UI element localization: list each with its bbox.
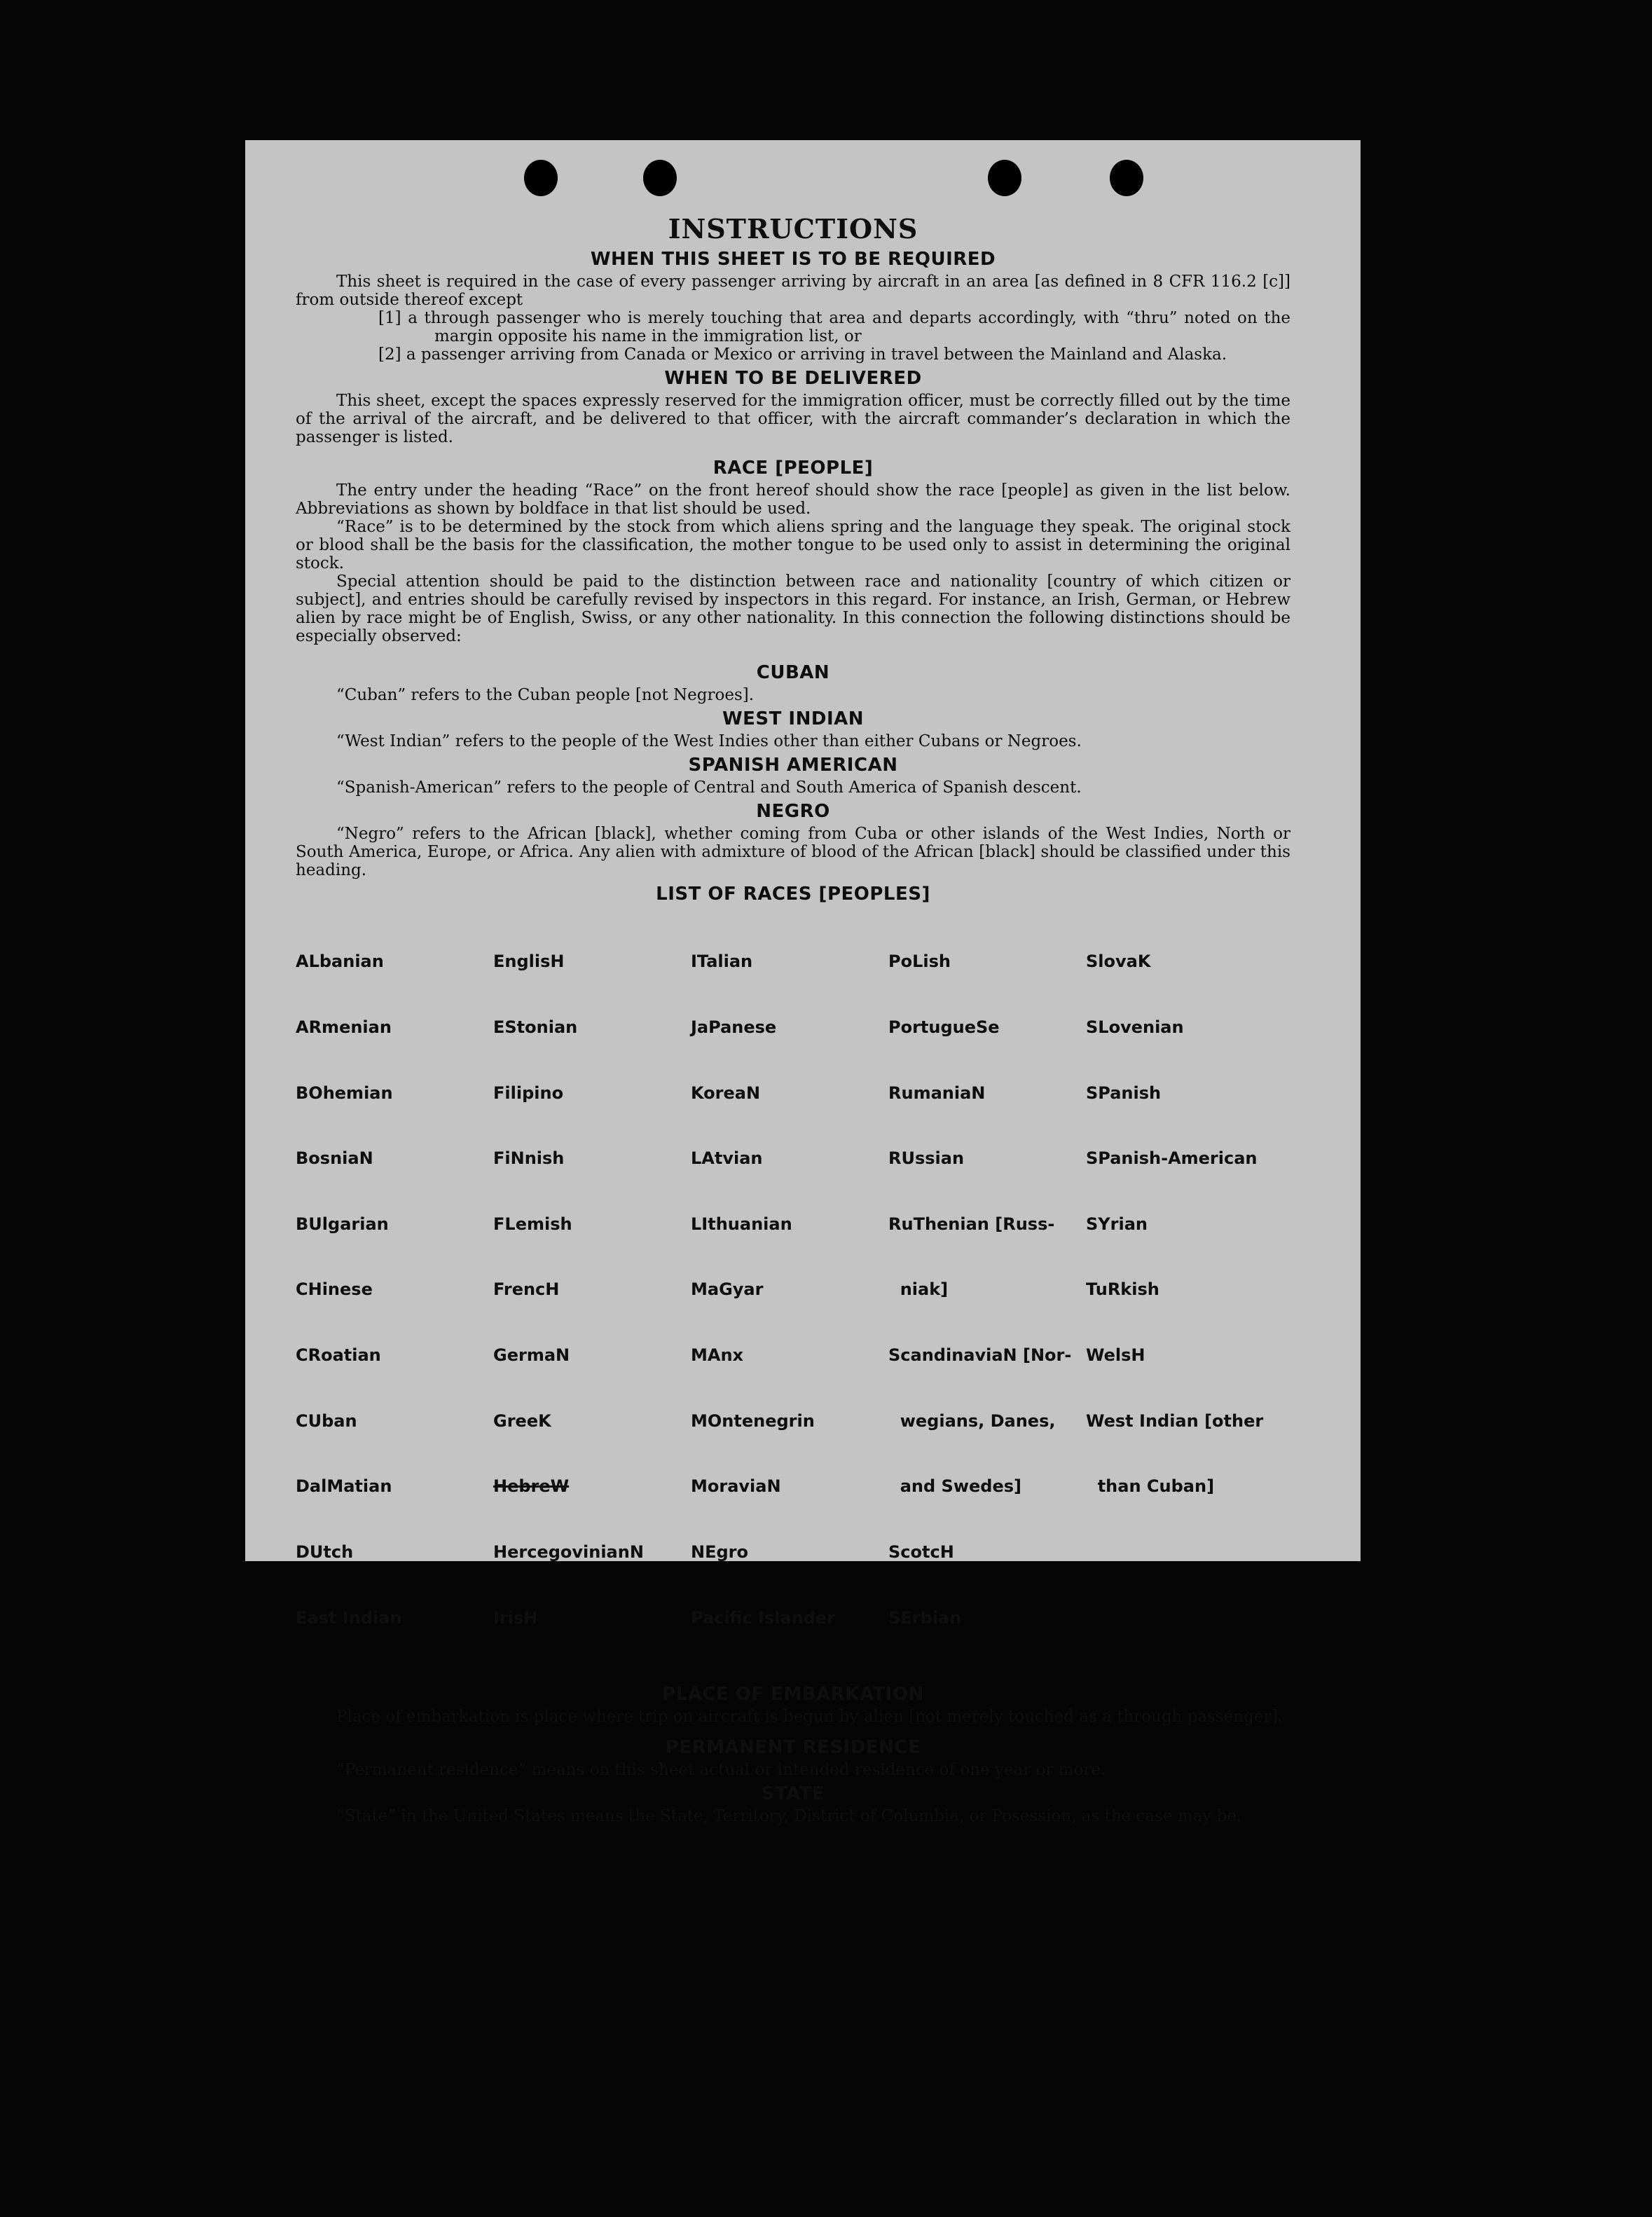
heading-spanish-american: SPANISH AMERICAN bbox=[688, 755, 898, 776]
race-entry: HercegovinianN bbox=[493, 1542, 644, 1562]
heading-race: RACE [PEOPLE] bbox=[713, 458, 874, 479]
race-entry: wegians, Danes, bbox=[888, 1410, 1056, 1431]
punch-hole bbox=[1110, 160, 1143, 196]
race-entry: GreeK bbox=[493, 1410, 551, 1431]
when-required-item-1: [1] a through passenger who is merely touching that area and departs accordingly, with “thru” noted on the margin opposite his name in the immigration list, or bbox=[378, 309, 1290, 345]
race-entry: GermaN bbox=[493, 1345, 570, 1366]
race-entry: MoraviaN bbox=[691, 1476, 781, 1497]
race-entry: CUban bbox=[296, 1410, 357, 1431]
race-entry: niak] bbox=[888, 1279, 949, 1300]
race-entry: KoreaN bbox=[691, 1083, 761, 1103]
race-entry: ScandinaviaN [Nor- bbox=[888, 1345, 1072, 1366]
heading-list-of-races: LIST OF RACES [PEOPLES] bbox=[656, 884, 930, 905]
permanent-residence-text: “Permanent residence” means on this sheet actual or intended residence of one year or more. bbox=[336, 1761, 1106, 1780]
race-entry: JaPanese bbox=[691, 1017, 777, 1038]
race-entry: ITalian bbox=[691, 952, 753, 972]
race-entry: CRoatian bbox=[296, 1345, 381, 1366]
race-paragraph-1: The entry under the heading “Race” on the front hereof should show the race [people] as given in the list below. Abbreviations as shown by boldface in that list should be used. bbox=[296, 481, 1290, 518]
races-list bbox=[296, 907, 1290, 1673]
heading-when-required: WHEN THIS SHEET IS TO BE REQUIRED bbox=[590, 249, 996, 270]
race-entry: SlovaK bbox=[1086, 952, 1151, 972]
heading-embarkation: PLACE OF EMBARKATION bbox=[662, 1684, 924, 1705]
punch-hole bbox=[643, 160, 677, 196]
when-required-item-2: [2] a passenger arriving from Canada or Mexico or arriving in travel between the Mainland and Alaska. bbox=[378, 345, 1227, 364]
spanish-american-text: “Spanish-American” refers to the people of Central and South America of Spanish descent. bbox=[336, 778, 1082, 797]
race-entry: BOhemian bbox=[296, 1083, 393, 1103]
race-entry: LAtvian bbox=[691, 1148, 763, 1169]
instruction-sheet bbox=[245, 140, 1361, 1826]
race-entry: ALbanian bbox=[296, 952, 384, 972]
race-entry: FrencH bbox=[493, 1279, 560, 1300]
race-entry: BUlgarian bbox=[296, 1214, 389, 1234]
cuban-text: “Cuban” refers to the Cuban people [not Negroes]. bbox=[336, 686, 755, 704]
race-entry-struck: HebreW bbox=[493, 1476, 570, 1497]
race-entry: MOntenegrin bbox=[691, 1410, 815, 1431]
race-entry: and Swedes] bbox=[888, 1476, 1021, 1497]
page-title: INSTRUCTIONS bbox=[668, 213, 918, 245]
negro-text: “Negro” refers to the African [black], whether coming from Cuba or other islands of the West Indies, North or South America, Europe, or Africa. Any alien with admixture of blood of the African [black] should be classified under this heading. bbox=[296, 825, 1290, 879]
races-column bbox=[296, 907, 493, 1673]
race-entry: Pacific Islander bbox=[691, 1607, 835, 1628]
races-column bbox=[1086, 907, 1283, 1673]
heading-state: STATE bbox=[761, 1783, 825, 1805]
race-entry: PortugueSe bbox=[888, 1017, 1000, 1038]
race-entry: PoLish bbox=[888, 952, 951, 972]
races-column bbox=[493, 907, 691, 1673]
race-entry: CHinese bbox=[296, 1279, 373, 1300]
race-entry: RumaniaN bbox=[888, 1083, 986, 1103]
race-entry: West Indian [other bbox=[1086, 1410, 1264, 1431]
race-entry: MAnx bbox=[691, 1345, 744, 1366]
race-paragraph-2: “Race” is to be determined by the stock from which aliens spring and the language they speak. The original stock or blood shall be the basis for the classification, the mother tongue to be used only to assist in determining the original stock. bbox=[296, 518, 1290, 572]
race-entry: DalMatian bbox=[296, 1476, 392, 1497]
race-entry: RuThenian [Russ- bbox=[888, 1214, 1055, 1234]
race-entry: MaGyar bbox=[691, 1279, 764, 1300]
heading-negro: NEGRO bbox=[756, 801, 830, 822]
race-entry: SLovenian bbox=[1086, 1017, 1184, 1038]
race-entry: BosniaN bbox=[296, 1148, 373, 1169]
race-entry: IrisH bbox=[493, 1607, 538, 1628]
races-column bbox=[888, 907, 1086, 1673]
punch-hole bbox=[988, 160, 1021, 196]
when-required-intro: This sheet is required in the case of every passenger arriving by aircraft in an area [as defined in 8 CFR 116.2 [c]] from outside thereof except bbox=[296, 273, 1290, 309]
race-entry: DUtch bbox=[296, 1542, 354, 1562]
race-entry: FiNnish bbox=[493, 1148, 565, 1169]
race-entry: FLemish bbox=[493, 1214, 572, 1234]
west-indian-text: “West Indian” refers to the people of the West Indies other than either Cubans or Negroes. bbox=[336, 732, 1082, 750]
race-entry: Filipino bbox=[493, 1083, 564, 1103]
race-entry: SPanish bbox=[1086, 1083, 1162, 1103]
race-entry: SYrian bbox=[1086, 1214, 1148, 1234]
race-entry: ARmenian bbox=[296, 1017, 392, 1038]
heading-west-indian: WEST INDIAN bbox=[722, 708, 865, 729]
race-entry: EStonian bbox=[493, 1017, 578, 1038]
race-entry: ScotcH bbox=[888, 1542, 954, 1562]
races-column bbox=[691, 907, 888, 1673]
heading-cuban: CUBAN bbox=[756, 662, 830, 683]
heading-when-delivered: WHEN TO BE DELIVERED bbox=[664, 368, 922, 389]
embarkation-text: Place of embarkation is place where trip on aircraft is begun by alien [not merely touched as a through passenger]. bbox=[336, 1708, 1283, 1727]
race-entry: RUssian bbox=[888, 1148, 965, 1169]
race-entry: LIthuanian bbox=[691, 1214, 792, 1234]
race-entry: WelsH bbox=[1086, 1345, 1145, 1366]
race-entry: EnglisH bbox=[493, 952, 565, 972]
race-paragraph-3: Special attention should be paid to the distinction between race and nationality [country of which citizen or subject], and entries should be carefully revised by inspectors in this regard. For instance, an Irish, German, or Hebrew alien by race might be of English, Swiss, or any other nationality. In this connection the following distinctions should be especially observed: bbox=[296, 572, 1290, 645]
heading-permanent-residence: PERMANENT RESIDENCE bbox=[665, 1737, 921, 1759]
race-entry: than Cuban] bbox=[1086, 1476, 1215, 1497]
race-entry: East Indian bbox=[296, 1607, 402, 1628]
race-entry: SErbian bbox=[888, 1607, 962, 1628]
race-entry: NEgro bbox=[691, 1542, 748, 1562]
punch-hole bbox=[524, 160, 558, 196]
state-text: “State” in the United States means the State, Territory, District of Columbia, or Posession, as the case may be. bbox=[336, 1807, 1242, 1826]
race-entry: TuRkish bbox=[1086, 1279, 1159, 1300]
when-delivered-text: This sheet, except the spaces expressly reserved for the immigration officer, must be correctly filled out by the time of the arrival of the aircraft, and be delivered to that officer, with the aircraft commander’s declaration in which the passenger is listed. bbox=[296, 392, 1290, 446]
race-entry: SPanish-American bbox=[1086, 1148, 1258, 1169]
